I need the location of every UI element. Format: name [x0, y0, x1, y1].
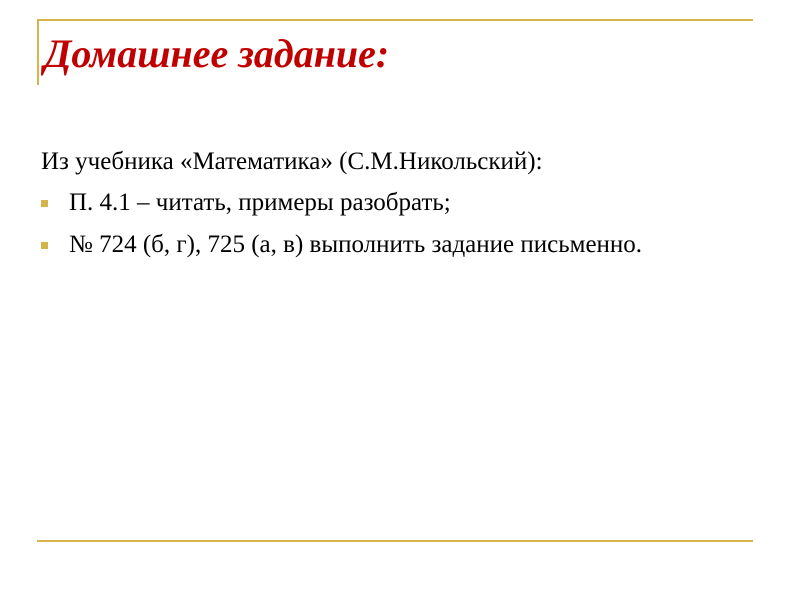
square-bullet-icon	[41, 242, 48, 249]
top-horizontal-rule	[37, 19, 753, 21]
slide-title: Домашнее задание:	[44, 31, 390, 76]
list-item-text: № 724 (б, г), 725 (а, в) выполнить задание письменно.	[69, 231, 643, 258]
assignment-list	[41, 186, 741, 262]
list-item	[41, 186, 709, 220]
list-item-text: П. 4.1 – читать, примеры разобрать;	[69, 189, 451, 216]
list-item	[41, 228, 709, 262]
slide-body	[41, 145, 741, 270]
bottom-horizontal-rule	[37, 540, 753, 542]
textbook-reference: Из учебника «Математика» (С.М.Никольский):	[41, 148, 543, 175]
square-bullet-icon	[41, 200, 48, 207]
left-vertical-rule	[37, 19, 39, 85]
